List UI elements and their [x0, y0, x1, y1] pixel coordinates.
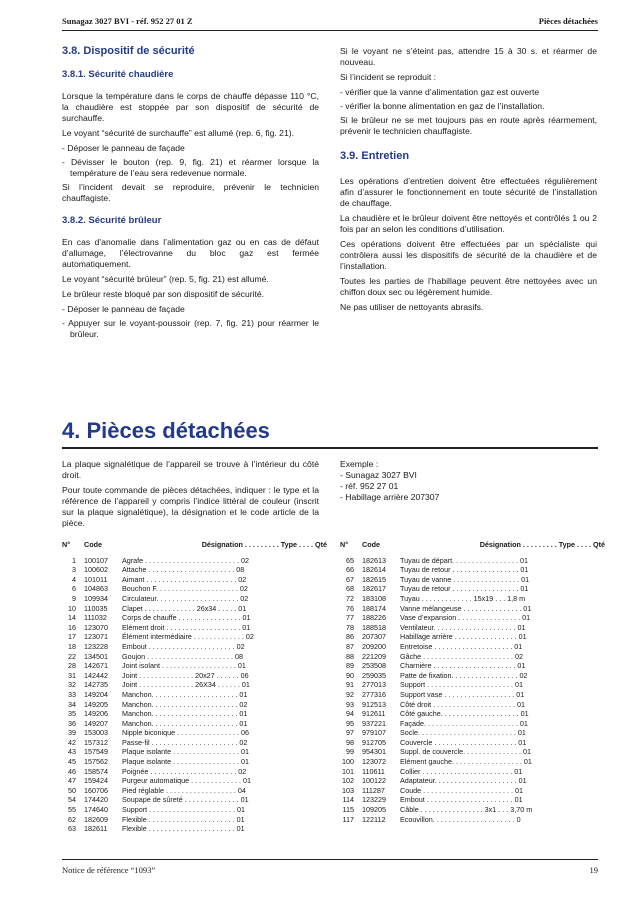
part-code: 954301	[362, 747, 386, 757]
part-designation: Manchon. . . . . . . . . . . . . . . . . . . . . . 01	[122, 709, 248, 719]
table-row	[62, 652, 327, 662]
part-designation: Passe-fil . . . . . . . . . . . . . . . . . . . . . . 02	[122, 737, 248, 747]
part-code: 123071	[84, 632, 108, 642]
part-designation: Clapet . . . . . . . . . . . . . 26x34 . . . . . 01	[122, 603, 247, 613]
part-designation: Support vase . . . . . . . . . . . . . . . . . . 01	[400, 689, 525, 699]
part-designation: Côté droit . . . . . . . . . . . . . . . . . . . . . 01	[400, 699, 526, 709]
part-code: 109934	[84, 593, 108, 603]
parts-table-left	[62, 540, 327, 834]
table-row	[340, 776, 605, 786]
part-designation: Circulateur. . . . . . . . . . . . . . . . . . . . . 02	[122, 593, 249, 603]
part-designation: Élément intermédiaire . . . . . . . . . . . . . 02	[122, 632, 254, 642]
table-row	[340, 632, 605, 642]
part-code: 221209	[362, 651, 386, 661]
part-designation: Vanne mélangeuse . . . . . . . . . . . . . . . 01	[400, 603, 532, 613]
paragraph: La chaudière et le brûleur doivent être nettoyés et contrôlés 1 ou 2 fois par an selon les conditions d’utilisation.	[340, 213, 597, 234]
part-designation: Joint . . . . . . . . . . . . . . 26X34 . . . . . . 01	[122, 680, 250, 690]
part-designation: Aimant . . . . . . . . . . . . . . . . . . . . . . . 02	[122, 574, 247, 584]
part-code: 123229	[362, 795, 386, 805]
part-designation: Flexible . . . . . . . . . . . . . . . . . . . . . . 01	[122, 814, 245, 824]
table-row	[62, 738, 327, 748]
table-row	[62, 786, 327, 796]
part-number: 45	[68, 757, 76, 767]
table-row	[62, 795, 327, 805]
part-designation: Support . . . . . . . . . . . . . . . . . . . . . . 01	[400, 680, 524, 690]
part-number: 42	[68, 737, 76, 747]
part-designation: Goujon . . . . . . . . . . . . . . . . . . . . . . 08	[122, 651, 244, 661]
part-code: 122112	[362, 814, 386, 824]
part-code: 109205	[362, 805, 386, 815]
table-row	[62, 642, 327, 652]
table-row	[340, 575, 605, 585]
part-number: 1	[72, 555, 76, 565]
part-designation: Purgeur automatique . . . . . . . . . . . . . 01	[122, 776, 252, 786]
table-row	[340, 757, 605, 767]
part-designation: Pied réglable . . . . . . . . . . . . . . . . . . 04	[122, 785, 246, 795]
part-code: 149206	[84, 709, 108, 719]
table-row	[340, 690, 605, 700]
part-number: 87	[346, 641, 354, 651]
part-code: 182615	[362, 574, 386, 584]
part-code: 100122	[362, 776, 386, 786]
table-row	[62, 584, 327, 594]
table-row	[340, 709, 605, 719]
part-code: 104863	[84, 584, 108, 594]
paragraph: Si le voyant ne s’éteint pas, attendre 15 à 30 s. et réarmer de nouveau.	[340, 46, 597, 67]
part-number: 10	[68, 603, 76, 613]
table-row	[62, 709, 327, 719]
page-header	[62, 16, 598, 30]
part-number: 36	[68, 718, 76, 728]
part-designation: Poignée . . . . . . . . . . . . . . . . . . . . . . 02	[122, 766, 247, 776]
table-row	[62, 671, 327, 681]
dash-item: - vérifier la bonne alimentation en gaz de l’installation.	[340, 101, 545, 111]
part-code: 937221	[362, 718, 386, 728]
table-row	[340, 767, 605, 777]
part-code: 100602	[84, 565, 108, 575]
part-designation: Patte de fixation. . . . . . . . . . . . . . . . . 02	[400, 670, 528, 680]
part-code: 277013	[362, 680, 386, 690]
part-number: 117	[342, 814, 354, 824]
table-row	[62, 719, 327, 729]
table-row	[340, 719, 605, 729]
table-row	[62, 747, 327, 757]
part-number: 115	[342, 805, 354, 815]
part-designation: Collier . . . . . . . . . . . . . . . . . . . . . . . 01	[400, 766, 523, 776]
table-row	[62, 575, 327, 585]
part-number: 100	[342, 757, 354, 767]
paragraph: La plaque signalétique de l’appareil se trouve à l’intérieur du côté droit.	[62, 459, 319, 480]
part-code: 111032	[84, 613, 107, 623]
dash-item: - Dévisser le bouton (rep. 9, fig. 21) et réarmer lorsque la température de l’eau sera redevenue normale.	[62, 157, 320, 178]
table-row	[340, 556, 605, 566]
header-rule	[62, 30, 598, 31]
part-number: 98	[346, 737, 354, 747]
part-number: 43	[68, 747, 76, 757]
table-row	[340, 700, 605, 710]
table-row	[62, 594, 327, 604]
part-designation: Habillage arrière . . . . . . . . . . . . . . . . 01	[400, 632, 527, 642]
footer-reference: Notice de référence “1093”	[62, 865, 156, 875]
part-number: 103	[342, 785, 354, 795]
part-designation: Ecouvillon. . . . . . . . . . . . . . . . . . . . . 0	[400, 814, 521, 824]
part-designation: Agrafe . . . . . . . . . . . . . . . . . . . . . . . . 02	[122, 555, 250, 565]
table-row	[340, 661, 605, 671]
part-code: 188518	[362, 622, 386, 632]
part-designation: Flexible . . . . . . . . . . . . . . . . . . . . . . 01	[122, 824, 245, 834]
part-number: 68	[346, 584, 354, 594]
table-row	[62, 690, 327, 700]
paragraph: Le voyant “sécurité brûleur” (rep. 5, fig. 21) est allumé.	[62, 274, 269, 284]
part-designation: Tuyau de retour . . . . . . . . . . . . . . . . . 01	[400, 565, 529, 575]
table-row	[62, 556, 327, 566]
part-number: 88	[346, 651, 354, 661]
part-number: 94	[346, 709, 354, 719]
part-code: 277316	[362, 689, 386, 699]
table-row	[340, 738, 605, 748]
table-row	[62, 632, 327, 642]
page-number: 19	[589, 865, 598, 875]
part-designation: Manchon. . . . . . . . . . . . . . . . . . . . . . 01	[122, 718, 248, 728]
part-code: 188226	[362, 613, 386, 623]
footer-rule	[62, 859, 598, 860]
table-row	[62, 824, 327, 834]
part-number: 35	[68, 709, 76, 719]
part-code: 174640	[84, 805, 108, 815]
part-code: 157562	[84, 757, 108, 767]
paragraph: Lorsque la température dans le corps de chauffe dépasse 110 °C, la chaudière est stoppée par son dispositif de sécurité de surchauffe.	[62, 91, 319, 123]
table-row	[340, 795, 605, 805]
left-column-top	[62, 46, 319, 343]
part-designation: Elément droit . . . . . . . . . . . . . . . . . . . 01	[122, 622, 251, 632]
part-number: 67	[346, 574, 354, 584]
part-number: 93	[346, 699, 354, 709]
part-number: 72	[346, 593, 354, 603]
table-row	[340, 728, 605, 738]
part-designation: Manchon. . . . . . . . . . . . . . . . . . . . . . 01	[122, 689, 248, 699]
part-designation: Attache . . . . . . . . . . . . . . . . . . . . . . 08	[122, 565, 245, 575]
right-column-top	[340, 46, 597, 317]
part-code: 188174	[362, 603, 386, 613]
part-designation: Côté gauche. . . . . . . . . . . . . . . . . . . . 01	[400, 709, 529, 719]
part-designation: Manchon. . . . . . . . . . . . . . . . . . . . . . 02	[122, 699, 248, 709]
section-3-8-1-title: 3.8.1. Sécurité chaudière	[62, 69, 174, 80]
part-code: 158574	[84, 766, 108, 776]
table-row	[340, 623, 605, 633]
table-row	[62, 680, 327, 690]
table-row	[62, 767, 327, 777]
part-code: 149204	[84, 689, 108, 699]
part-designation: Entretoise . . . . . . . . . . . . . . . . . . . . 01	[400, 641, 523, 651]
chapter-4-intro	[62, 459, 319, 533]
part-number: 89	[346, 661, 354, 671]
table-row	[62, 565, 327, 575]
part-designation: Gâche . . . . . . . . . . . . . . . . . . . . . . . 02	[400, 651, 524, 661]
table-row	[62, 728, 327, 738]
part-designation: Façade. . . . . . . . . . . . . . . . . . . . . . . . 01	[400, 718, 528, 728]
table-row	[340, 680, 605, 690]
part-designation: Adaptateur. . . . . . . . . . . . . . . . . . . . . 01	[400, 776, 527, 786]
part-code: 182617	[362, 584, 386, 594]
part-code: 142442	[84, 670, 108, 680]
part-number: 66	[346, 565, 354, 575]
table-row	[340, 613, 605, 623]
part-code: 259035	[362, 670, 386, 680]
part-code: 111287	[362, 785, 385, 795]
paragraph: Ne pas utiliser de nettoyants abrasifs.	[340, 302, 484, 312]
part-code: 123070	[84, 622, 108, 632]
table-row	[62, 815, 327, 825]
part-designation: Tuyau de retour . . . . . . . . . . . . . . . . . 01	[400, 584, 529, 594]
part-number: 9	[72, 593, 76, 603]
col-header-code: Code	[362, 540, 380, 549]
part-designation: Tuyau de départ. . . . . . . . . . . . . . . . . 01	[400, 555, 528, 565]
table-row	[62, 604, 327, 614]
part-code: 157312	[84, 737, 108, 747]
paragraph: Le voyant “sécurité de surchauffe” est allumé (rep. 6, fig. 21).	[62, 128, 294, 138]
part-number: 65	[346, 555, 354, 565]
part-code: 153003	[84, 728, 108, 738]
part-number: 16	[68, 622, 76, 632]
part-number: 31	[68, 670, 76, 680]
part-designation: Tuyau de vanne . . . . . . . . . . . . . . . . . 01	[400, 574, 530, 584]
part-code: 159424	[84, 776, 108, 786]
table-row	[340, 604, 605, 614]
part-number: 55	[68, 805, 76, 815]
table-row	[340, 565, 605, 575]
parts-table-right	[340, 540, 605, 824]
part-designation: Ventilateur. . . . . . . . . . . . . . . . . . . . . 01	[400, 622, 526, 632]
table-row	[340, 671, 605, 681]
col-header-designation: Désignation . . . . . . . . . Type . . . . Qté	[479, 540, 605, 549]
part-code: 207307	[362, 632, 386, 642]
paragraph: Ces opérations doivent être effectuées par un spécialiste qui contrôlera aussi les dispositifs de sécurité de la chaudière et de l’installation.	[340, 239, 597, 271]
part-number: 33	[68, 689, 76, 699]
part-designation: Charnière . . . . . . . . . . . . . . . . . . . . . 01	[400, 661, 526, 671]
part-number: 91	[346, 680, 354, 690]
table-row	[340, 747, 605, 757]
part-code: 182609	[84, 814, 108, 824]
part-designation: Tuyau . . . . . . . . . . . . . 15x19 . . . 1,8 m	[400, 593, 526, 603]
part-code: 209200	[362, 641, 386, 651]
part-designation: Corps de chauffe . . . . . . . . . . . . . . . . 01	[122, 613, 251, 623]
part-number: 114	[342, 795, 354, 805]
paragraph: En cas d’anomalie dans l’alimentation gaz ou en cas de défaut d’allumage, l’électrovanne du bloc gaz est fermée automatiquement.	[62, 237, 319, 269]
dash-item: - vérifier que la vanne d’alimentation gaz est ouverte	[340, 87, 540, 97]
part-number: 63	[68, 824, 76, 834]
part-code: 182614	[362, 565, 386, 575]
table-row	[62, 623, 327, 633]
part-code: 149207	[84, 718, 108, 728]
part-number: 54	[68, 795, 76, 805]
paragraph: Si l’incident devait se reproduire, prévenir le technicien chauffagiste.	[62, 182, 319, 203]
part-designation: Embout . . . . . . . . . . . . . . . . . . . . . . 01	[400, 795, 523, 805]
table-row	[340, 652, 605, 662]
part-designation: Socle. . . . . . . . . . . . . . . . . . . . . . . . . 01	[400, 728, 526, 738]
part-code: 160706	[84, 785, 108, 795]
table-row	[62, 661, 327, 671]
paragraph: Pour toute commande de pièces détachées, indiquer : le type et la référence de l’appareil y compris l’indice littéral de couleur (inscrit sur la plaque signalétique), la désignation et le code article de la pièce.	[62, 485, 319, 528]
part-number: 78	[346, 622, 354, 632]
paragraph: Les opérations d’entretien doivent être effectuées régulièrement afin d’assurer le fonctionnement en toute sécurité de l’installation de chauffage.	[340, 176, 597, 208]
part-number: 6	[72, 584, 76, 594]
part-number: 77	[346, 613, 354, 623]
part-code: 912513	[362, 699, 386, 709]
part-number: 102	[342, 776, 354, 786]
paragraph: Si le brûleur ne se met toujours pas en route après réarmement, prévenir le technicien chauffagiste.	[340, 115, 597, 136]
table-row	[340, 805, 605, 815]
table-row	[340, 594, 605, 604]
section-3-8-2-title: 3.8.2. Sécurité brûleur	[62, 215, 162, 226]
part-code: 253508	[362, 661, 386, 671]
part-code: 979107	[362, 728, 386, 738]
part-code: 110035	[84, 603, 108, 613]
col-header-designation: Désignation . . . . . . . . . Type . . . . Qté	[201, 540, 327, 549]
part-number: 95	[346, 718, 354, 728]
part-code: 134501	[84, 651, 108, 661]
example-line: - réf. 952 27 01	[340, 481, 399, 491]
table-row	[62, 613, 327, 623]
section-3-9-title: 3.9. Entretien	[340, 150, 410, 162]
part-code: 123228	[84, 641, 108, 651]
table-row	[340, 786, 605, 796]
part-number: 97	[346, 728, 354, 738]
table-row	[62, 805, 327, 815]
part-code: 157549	[84, 747, 108, 757]
table-row	[62, 757, 327, 767]
part-designation: Câble . . . . . . . . . . . . . . . . 3x1 . . . 3,70 m	[400, 805, 533, 815]
dash-item: - Déposer le panneau de façade	[62, 143, 185, 153]
part-number: 3	[72, 565, 76, 575]
order-example	[340, 459, 597, 503]
part-number: 50	[68, 785, 76, 795]
part-code: 149205	[84, 699, 108, 709]
part-code: 142735	[84, 680, 108, 690]
chapter-4-title: 4. Pièces détachées	[62, 418, 270, 443]
part-code: 123072	[362, 757, 386, 767]
table-row	[340, 815, 605, 825]
part-code: 110611	[362, 766, 385, 776]
part-code: 182611	[84, 824, 108, 834]
table-row	[62, 700, 327, 710]
part-code: 101011	[84, 574, 108, 584]
part-designation: Elément gauche. . . . . . . . . . . . . . . . . . 01	[400, 757, 532, 767]
table-row	[62, 776, 327, 786]
example-line: - Sunagaz 3027 BVI	[340, 470, 417, 480]
part-number: 101	[342, 766, 354, 776]
paragraph: Toutes les parties de l’habillage peuvent être nettoyées avec un chiffon doux sec ou légèrement humide.	[340, 276, 597, 297]
part-number: 76	[346, 603, 354, 613]
part-designation: Plaque isolante . . . . . . . . . . . . . . . . . 01	[122, 757, 250, 767]
part-number: 18	[68, 641, 76, 651]
dash-item: - Déposer le panneau de façade	[62, 304, 185, 314]
col-header-no: N°	[340, 540, 349, 549]
table-row	[340, 642, 605, 652]
part-number: 14	[68, 613, 76, 623]
part-code: 912705	[362, 737, 386, 747]
paragraph: Si l’incident se reproduit :	[340, 72, 437, 82]
part-number: 17	[68, 632, 76, 642]
col-header-no: N°	[62, 540, 71, 549]
paragraph: Le brûleur reste bloqué par son dispositif de sécurité.	[62, 289, 265, 299]
example-line: - Habillage arrière 207307	[340, 492, 440, 502]
part-code: 183108	[362, 593, 386, 603]
part-designation: Suppl. de couvercle. . . . . . . . . . . . . . . 01	[400, 747, 532, 757]
part-designation: Joint . . . . . . . . . . . . . . 20x27 . . . . . . 06	[122, 670, 249, 680]
part-number: 46	[68, 766, 76, 776]
part-code: 100107	[84, 555, 108, 565]
part-number: 92	[346, 689, 354, 699]
part-designation: Support . . . . . . . . . . . . . . . . . . . . . . 01	[122, 805, 246, 815]
part-number: 47	[68, 776, 76, 786]
part-designation: Coude . . . . . . . . . . . . . . . . . . . . . . . 01	[400, 785, 524, 795]
part-code: 182613	[362, 555, 386, 565]
part-designation: Vase d’expansion . . . . . . . . . . . . . . . . 01	[400, 613, 531, 623]
part-number: 32	[68, 680, 76, 690]
part-number: 99	[346, 747, 354, 757]
part-number: 22	[68, 651, 76, 661]
table-row	[340, 584, 605, 594]
part-code: 912611	[362, 709, 386, 719]
part-designation: Joint isolant . . . . . . . . . . . . . . . . . . . 01	[122, 661, 246, 671]
part-designation: Soupape de sûreté . . . . . . . . . . . . . . 01	[122, 795, 249, 805]
part-designation: Couvercle . . . . . . . . . . . . . . . . . . . . . 01	[400, 737, 527, 747]
part-designation: Bouchon F. . . . . . . . . . . . . . . . . . . . . 02	[122, 584, 248, 594]
header-title: Sunagaz 3027 BVI - réf. 952 27 01 Z	[62, 16, 193, 26]
example-title: Exemple :	[340, 459, 379, 469]
part-number: 62	[68, 814, 76, 824]
part-designation: Nipple biconique . . . . . . . . . . . . . . . . 06	[122, 728, 250, 738]
part-code: 142671	[84, 661, 108, 671]
header-section: Pièces détachées	[538, 16, 598, 26]
part-number: 39	[68, 728, 76, 738]
part-number: 28	[68, 661, 76, 671]
col-header-code: Code	[84, 540, 102, 549]
part-number: 90	[346, 670, 354, 680]
part-number: 34	[68, 699, 76, 709]
chapter-rule	[62, 447, 598, 449]
part-designation: Plaque isolante . . . . . . . . . . . . . . . . . 01	[122, 747, 250, 757]
part-number: 4	[72, 574, 76, 584]
part-designation: Embout . . . . . . . . . . . . . . . . . . . . . . 02	[122, 641, 245, 651]
dash-item: - Appuyer sur le voyant-poussoir (rep. 7, fig. 21) pour réarmer le brûleur.	[62, 318, 320, 339]
section-3-8-title: 3.8. Dispositif de sécurité	[62, 45, 195, 57]
part-number: 86	[346, 632, 354, 642]
part-code: 174420	[84, 795, 108, 805]
